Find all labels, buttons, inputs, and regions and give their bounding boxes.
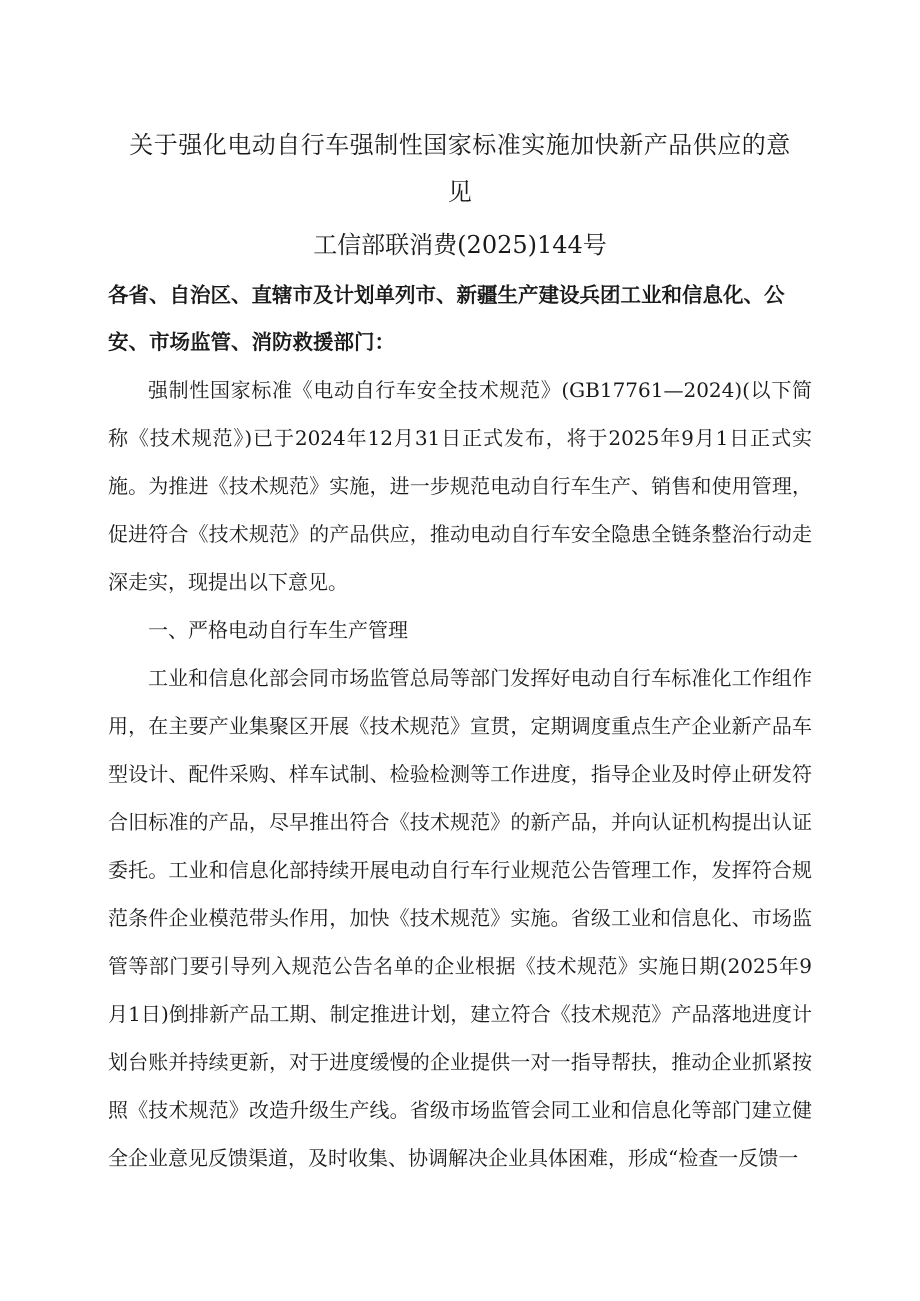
section-1-paragraph: 工业和信息化部会同市场监管总局等部门发挥好电动自行车标准化工作组作用，在主要产业集聚区开展《技术规范》宣贯，定期调度重点生产企业新产品车型设计、配件采购、样车试制、检验检测等工作进度，指导企业及时停止研发符合旧标准的产品，尽早推出符合《技术规范》的新产品，并向认证机构提出认证委托。工业和信息化部持续开展电动自行车行业规范公告管理工作，发挥符合规范条件企业模范带头作用，加快《技术规范》实施。省级工业和信息化、市场监管等部门要引导列入规范公告名单的企业根据《技术规范》实施日期(2025年9月1日)倒排新产品工期、制定推进计划，建立符合《技术规范》产品落地进度计划台账并持续更新，对于进度缓慢的企业提供一对一指导帮扶，推动企业抓紧按照《技术规范》改造升级生产线。省级市场监管会同工业和信息化等部门建立健全企业意见反馈渠道，及时收集、协调解决企业具体困难，形成“检查一反馈一 [108, 666, 812, 1170]
addressee: 各省、自治区、直辖市及计划单列市、新疆生产建设兵团工业和信息化、公安、市场监管、消防救援部门： [108, 283, 785, 354]
document-title-line2: 见 [447, 178, 473, 206]
section-heading-1: 一、严格电动自行车生产管理 [148, 618, 408, 642]
document-number: 工信部联消费(2025)144号 [313, 231, 607, 259]
intro-paragraph: 强制性国家标准《电动自行车安全技术规范》(GB17761—2024)(以下简称《技术规范》)已于2024年12月31日正式发布，将于2025年9月1日正式实施。为推进《技术规范》实施，进一步规范电动自行车生产、销售和使用管理，促进符合《技术规范》的产品供应，推动电动自行车安全隐患全链条整治行动走深走实，现提出以下意见。 [108, 378, 812, 594]
document-title-line1: 关于强化电动自行车强制性国家标准实施加快新产品供应的意 [129, 131, 791, 159]
